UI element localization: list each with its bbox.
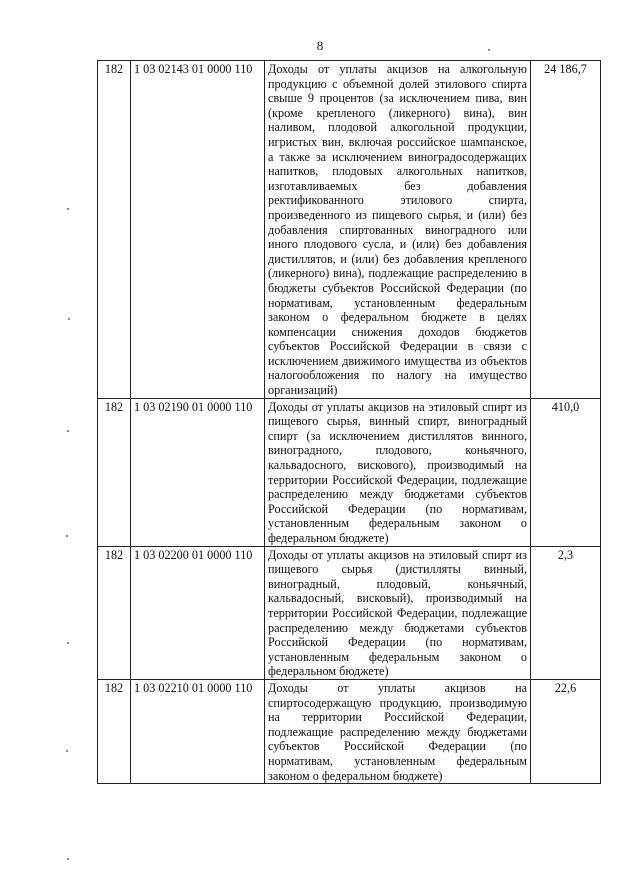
revenue-table [97,60,601,784]
admin-code-cell: 182 [98,398,131,546]
scan-speck [67,858,69,860]
table-row [98,679,601,783]
table-row [98,61,601,399]
page-number: 8 [316,38,324,53]
amount-cell: 410,0 [531,398,601,546]
admin-code-cell: 182 [98,679,131,783]
scan-speck [66,535,68,537]
kbk-code-cell: 1 03 02210 01 0000 110 [131,679,265,783]
kbk-code-cell: 1 03 02143 01 0000 110 [131,61,265,399]
scan-speck [67,208,69,210]
scan-speck [67,430,69,432]
admin-code-cell: 182 [98,546,131,679]
table-row [98,398,601,546]
revenue-name-cell: Доходы от уплаты акцизов на алкогольную продукцию с объемной долей этилового спирта свыше 9 процентов (за исключением пива, вин (кроме крепленого (ликерного) вина), вин наливом, плодовой алкогольной продукции, игристых вин, включая российское шампанское, а также за исключением виноградосодержащих напитков, плодовых алкогольных напитков, изготавливаемых без добавления ректификованного этилового спирта, произведенного из пищевого сырья, и (или) без добавления спиртованных виноградного или иного плодового сусла, и (или) без добавления дистиллятов, и (или) без добавления крепленого (ликерного) вина), подлежащие распределению в бюджеты субъектов Российской Федерации (по нормативам, установленным федеральным законом о федеральном бюджете в целях компенсации снижения доходов бюджетов субъектов Российской Федерации в связи с исключением движимого имущества из объектов налогообложения по налогу на имущество организаций) [265,61,531,399]
revenue-name-cell: Доходы от уплаты акцизов на спиртосодержащую продукцию, производимую на территории Российской Федерации, подлежащие распределению между бюджетами субъектов Российской Федерации (по нормативам, установленным федеральным законом о федеральном бюджете) [265,679,531,783]
amount-cell: 2,3 [531,546,601,679]
scan-speck [68,318,70,320]
amount-cell: 22,6 [531,679,601,783]
revenue-name-cell: Доходы от уплаты акцизов на этиловый спирт из пищевого сырья (дистилляты винный, виноградный, плодовый, коньячный, кальвадосный, висковый), производимый на территории Российской Федерации, подлежащие распределению между бюджетами субъектов Российской Федерации (по нормативам, установленным федеральным законом о федеральном бюджете) [265,546,531,679]
admin-code-cell: 182 [98,61,131,399]
amount-cell: 24 186,7 [531,61,601,399]
revenue-name-cell: Доходы от уплаты акцизов на этиловый спирт из пищевого сырья, винный спирт, виноградный спирт (за исключением дистиллятов винного, виноградного, плодового, коньячного, кальвадосного, вискового), производимый на территории Российской Федерации, подлежащие распределению между бюджетами субъектов Российской Федерации (по нормативам, установленным федеральным законом о федеральном бюджете) [265,398,531,546]
kbk-code-cell: 1 03 02190 01 0000 110 [131,398,265,546]
scan-speck [66,750,68,752]
kbk-code-cell: 1 03 02200 01 0000 110 [131,546,265,679]
table-row [98,546,601,679]
scan-speck [67,642,69,644]
scan-speck [488,49,490,51]
